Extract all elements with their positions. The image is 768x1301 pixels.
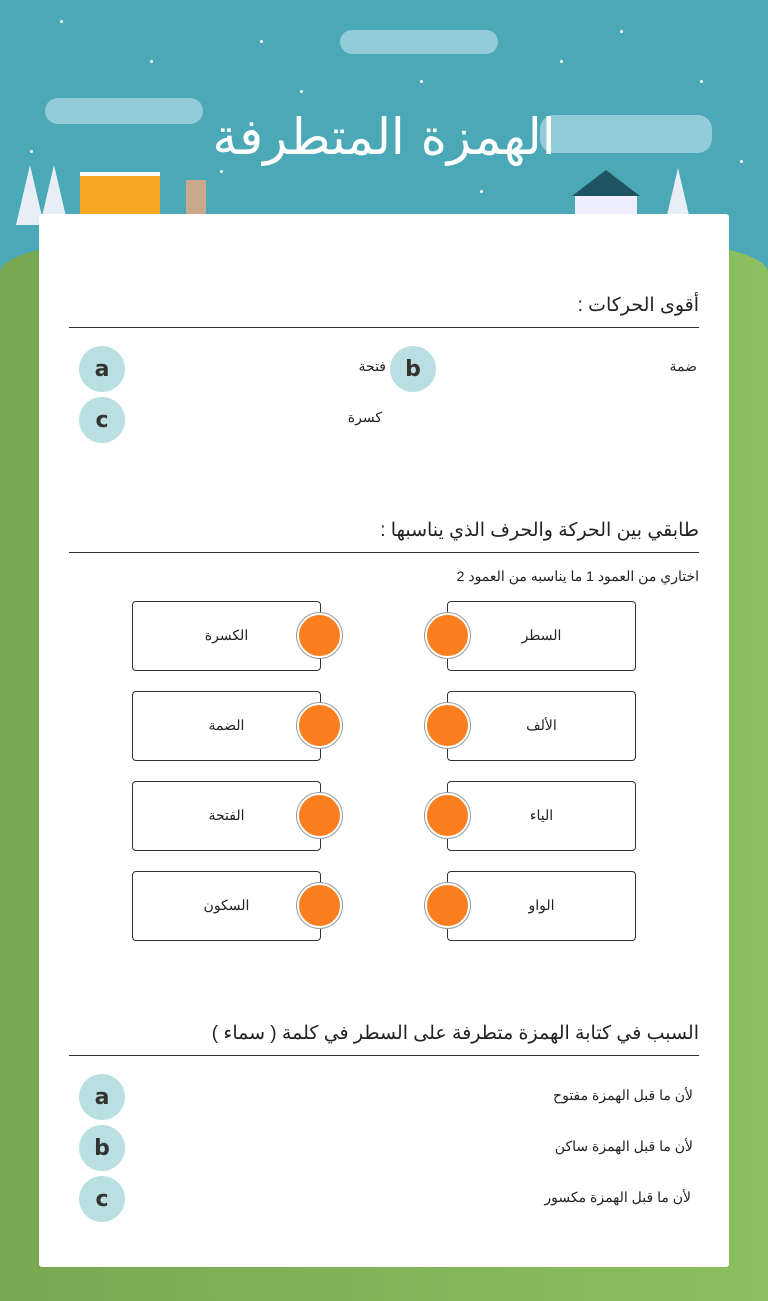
match-connector-dot[interactable] [297,613,342,658]
question-1-title: أقوى الحركات : [69,294,699,328]
match-right-item[interactable]: الياء [447,781,636,851]
match-left-item[interactable]: الكسرة [132,601,321,671]
reindeer-illustration [186,180,206,214]
match-connector-dot[interactable] [425,613,470,658]
worksheet-card [39,214,729,1267]
match-left-item[interactable]: الفتحة [132,781,321,851]
option-label[interactable]: كسرة [347,409,382,425]
option-badge-c[interactable]: c [79,397,125,443]
match-connector-dot[interactable] [297,883,342,928]
option-label[interactable]: ضمة [669,358,697,374]
option-badge-a[interactable]: a [79,1074,125,1120]
option-badge-b[interactable]: b [390,346,436,392]
match-connector-dot[interactable] [297,703,342,748]
option-label[interactable]: لأن ما قبل الهمزة ساكن [554,1138,693,1154]
bus-illustration [80,172,160,214]
option-label[interactable]: لأن ما قبل الهمزة مفتوح [553,1087,693,1103]
question-2-hint: اختاري من العمود 1 ما يناسبه من العمود 2 [456,568,699,584]
match-right-item[interactable]: السطر [447,601,636,671]
option-badge-c[interactable]: c [79,1176,125,1222]
house-illustration [575,195,637,214]
option-badge-b[interactable]: b [79,1125,125,1171]
question-3-title: السبب في كتابة الهمزة متطرفة على السطر في كلمة ( سماء ) [69,1022,699,1056]
house-roof [572,170,640,196]
match-connector-dot[interactable] [297,793,342,838]
option-badge-a[interactable]: a [79,346,125,392]
match-left-item[interactable]: السكون [132,871,321,941]
match-left-item[interactable]: الضمة [132,691,321,761]
match-right-item[interactable]: الواو [447,871,636,941]
match-connector-dot[interactable] [425,793,470,838]
match-connector-dot[interactable] [425,883,470,928]
question-2-title: طابقي بين الحركة والحرف الذي يناسبها : [69,519,699,553]
cloud [340,30,498,54]
match-connector-dot[interactable] [425,703,470,748]
option-label[interactable]: فتحة [358,358,386,374]
match-right-item[interactable]: الألف [447,691,636,761]
option-label[interactable]: لأن ما قبل الهمزة مكسور [544,1189,691,1205]
page-title: الهمزة المتطرفة [212,108,556,166]
